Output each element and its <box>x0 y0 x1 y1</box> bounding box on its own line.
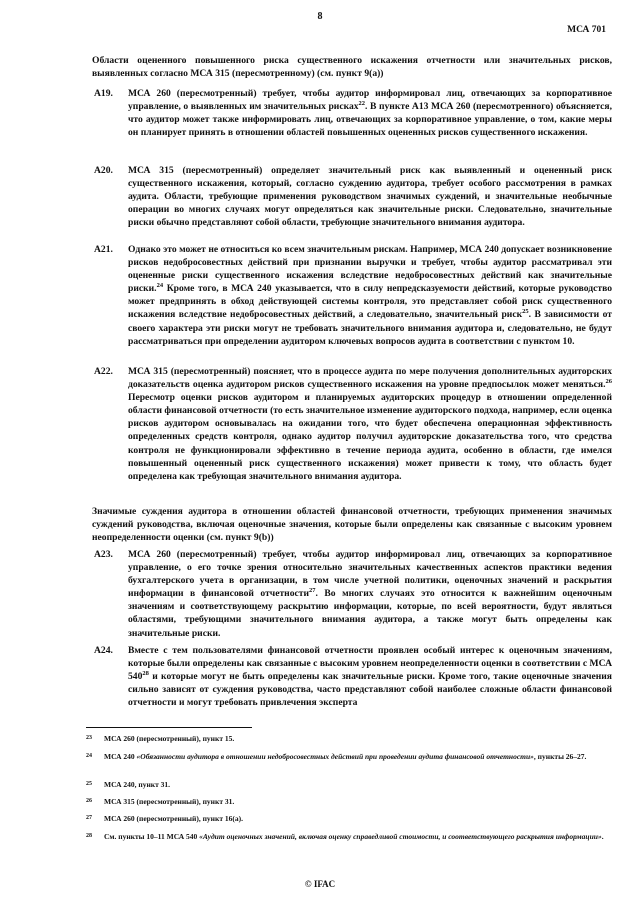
footnote-number: 26 <box>86 798 92 804</box>
paragraph-number: A22. <box>94 366 113 377</box>
paragraph-number: A20. <box>94 165 113 176</box>
section-heading-risks: Области оцененного повышенного риска существенного искажения отчетности или значительных рисков, выявленных согласно МСА 315 (пересмотренному) (см. пункт 9(а)) <box>92 55 612 80</box>
paragraph-text: МСА 315 (пересмотренный) поясняет, что в процессе аудита по мере получения дополнительных аудиторских доказательств оценка аудитором рисков существенного искажения на уровне предпосылок может меняться.$^{26}$ Пересмотр оценки рисков аудитором и планируемых аудиторских процедур в отношении определенной области финансовой отчетности (то есть значительное изменение аудиторского подхода, например, если оценка рисков аудитором основывалась на ожидании того, что будет обеспечена операционная эффективность определенных средств контроля, однако аудитор получил аудиторские доказательства того, что средства контроля не функционировали эффективно в течение периода аудита, особенно в области, где имелся повышенный оцененный риск существенного искажения) может привести к тому, что область будет определена как требующая значительного внимания аудитора. <box>128 366 612 482</box>
page-number: 8 <box>317 11 323 22</box>
paragraph-text: МСА 260 (пересмотренный) требует, чтобы аудитор информировал лиц, отвечающих за корпоративное управление, о его точке зрения относительно значительных качественных аспектов практики ведения бухгалтерского учета в организации, в том числе учетной политики, оценочных значений и раскрытия информации в финансовой отчетности$^{27}$. Во многих случаях это относится к важнейшим оценочным значениям и соответствующему раскрытию информации, которые, по всей вероятности, будут являться областями, требующими значительного внимания аудитора, а также могут быть определены как значительные риски. <box>128 549 612 639</box>
footnote-number: 27 <box>86 815 92 821</box>
paragraph-text: МСА 315 (пересмотренный) определяет значительный риск как выявленный и оцененный риск существенного искажения, который, согласно суждению аудитора, требует особого рассмотрения в рамках аудита. Области, требующие применения руководством значимых суждений, и значительные необычные операции во многих случаях могут определяться как значительные риски. Следовательно, значительные риски обычно представляют собой области, требующие значительного внимания аудитора. <box>128 165 612 229</box>
paragraph-number: A19. <box>94 88 113 99</box>
paragraph-text: Однако это может не относиться ко всем значительным рискам. Например, МСА 240 допускает возникновение рисков недобросовестных действий при признании выручки и требует, чтобы аудитор рассматривал эти оцененные риски существенного искажения вследствие недобросовестных действий как значительные риски.$^{24}$ Кроме того, в МСА 240 указывается, что в силу непредсказуемости действий, которые руководство может предпринять в обход действующей системы контроля, это представляет собой риск существенного искажения вследствие недобросовестных действий, а следовательно, значительный риск$^{25}$. В зависимости от своего характера эти риски могут не требовать значительного внимания аудитора и, следовательно, не будут рассматриваться при определении аудитором ключевых вопросов аудита в соответствии с пунктом 10. <box>128 244 612 347</box>
footnote-text: МСА 260 (пересмотренный), пункт 16(a). <box>104 814 244 823</box>
footnote-ref[interactable]: 27 <box>309 587 316 595</box>
footnote-ref[interactable]: 28 <box>142 670 149 678</box>
footnote-text: См. пункты 10–11 МСА 540 «Аудит оценочных значений, включая оценку справедливой стоимости, и соответствующего раскрытия информации». <box>104 832 604 841</box>
footnote-number: 23 <box>86 735 92 741</box>
document-code: МСА 701 <box>567 25 606 35</box>
section-heading-judgements: Значимые суждения аудитора в отношении областей финансовой отчетности, требующих применения значимых суждений руководства, включая оценочные значения, которые были определены как связанные с высоким уровнем неопределенности оценки (см. пункт 9(b)) <box>92 506 612 544</box>
footnote-text: МСА 315 (пересмотренный), пункт 31. <box>104 797 235 806</box>
paragraph-number: A23. <box>94 549 113 560</box>
footnote-divider <box>86 727 252 728</box>
footnote-number: 24 <box>86 753 92 759</box>
footnote-text: МСА 240, пункт 31. <box>104 780 171 789</box>
footnote-ref[interactable]: 22 <box>358 100 366 108</box>
copyright-footer: © IFAC <box>304 879 336 889</box>
footnote-ref[interactable]: 25 <box>522 308 529 316</box>
paragraph-number: A24. <box>94 645 113 656</box>
paragraph-text: Вместе с тем пользователями финансовой отчетности проявлен особый интерес к оценочным значениям, которые были определены как связанные с высоким уровнем неопределенности оценки в соответствии с МСА $540^{28}$ и которые могут не быть определены как значительные риски. Кроме того, такие оценочные значения сильно зависят от суждения руководства, часто представляют собой наиболее сложные области финансовой отчетности и могут требовать привлечения эксперта <box>128 645 612 709</box>
footnote-ref[interactable]: 24 <box>156 282 164 290</box>
footnote-text: МСА 260 (пересмотренный), пункт 15. <box>104 734 235 743</box>
footnote-number: 28 <box>86 833 92 839</box>
paragraph-text: МСА 260 (пересмотренный) требует, чтобы аудитор информировал лиц, отвечающих за корпоративное управление, о выявленных им значительных рисках$^{22}$. В пункте А13 МСА 260 (пересмотренного) объясняется, что аудитор может также информировать лиц, отвечающих за корпоративное управление, о том, какие меры он планирует принять в отношении областей повышенных оцененных рисков существенного искажения. <box>128 88 612 139</box>
footnote-number: 25 <box>86 781 92 787</box>
paragraph-number: A21. <box>94 244 113 255</box>
footnote-ref[interactable]: 26 <box>605 378 612 386</box>
footnote-text: МСА 240 «Обязанности аудитора в отношении недобросовестных действий при проведении аудита финансовой отчетности», пункты 26–27. <box>104 752 587 761</box>
